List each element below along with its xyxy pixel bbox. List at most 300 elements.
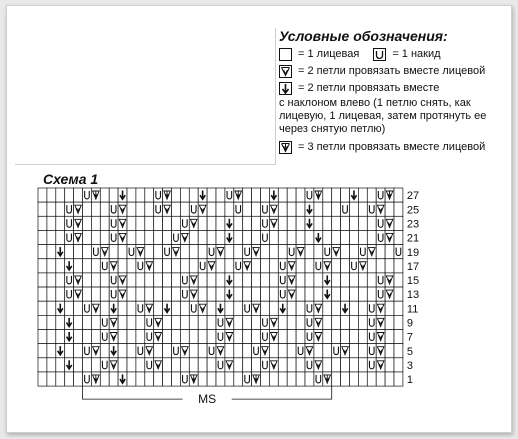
chart-cell [323,330,332,344]
chart-cell [358,358,367,372]
ssk-mark [305,202,314,216]
k2tog-mark [225,315,234,329]
chart-cell [341,245,350,259]
chart-cell [287,216,296,230]
chart-cell [56,330,65,344]
chart-cell [83,202,92,216]
chart-cell [234,315,243,329]
yarn-over-mark [136,344,145,358]
ssk-mark [65,358,74,372]
chart-cell [198,330,207,344]
k2tog-mark [74,216,83,230]
chart-cell [145,216,154,230]
chart-cell [350,315,359,329]
yarn-over-mark [367,344,376,358]
yarn-over-mark [261,315,270,329]
row-number-label: 17 [406,260,420,273]
chart-cell [341,230,350,244]
chart-cell [332,287,341,301]
chart-cell [269,344,278,358]
chart-cell [287,315,296,329]
chart-cell [154,230,163,244]
chart-cell [127,259,136,273]
chart-cell [127,188,136,202]
k2tog-mark [216,344,225,358]
chart-cell [358,330,367,344]
yarn-over-mark [180,372,189,386]
chart-cell [350,358,359,372]
chart-cell [154,301,163,315]
chart-cell [394,259,403,273]
chart-cell [332,330,341,344]
k2tog-mark [243,259,252,273]
chart-cell [91,216,100,230]
chart-cell [198,344,207,358]
k2tog-mark [198,202,207,216]
diagram-title: Схема 1 [43,171,99,187]
chart-cell [180,301,189,315]
chart-cell [207,301,216,315]
yarn-over-mark [163,245,172,259]
yarn-over-mark [189,301,198,315]
k2tog-mark [323,259,332,273]
chart-cell [127,330,136,344]
yarn-over-mark [350,259,359,273]
chart-cell [252,202,261,216]
chart-cell [74,259,83,273]
chart-cell [163,216,172,230]
yarn-over-mark [261,230,270,244]
chart-cell [261,245,270,259]
chart-cell [243,216,252,230]
yarn-over-mark [207,245,216,259]
k2tog-mark [376,330,385,344]
yarn-over-mark [216,330,225,344]
yarn-over-mark [296,344,305,358]
k2tog-mark [189,287,198,301]
chart-cell [234,301,243,315]
chart-cell [261,188,270,202]
k2tog-mark [225,330,234,344]
chart-cell [216,259,225,273]
chart-cell [358,202,367,216]
yarn-over-mark [332,344,341,358]
chart-cell [323,315,332,329]
chart-cell [332,315,341,329]
k2tog-mark [74,202,83,216]
chart-cell [136,330,145,344]
chart-cell [154,273,163,287]
chart-cell [296,358,305,372]
chart-cell [367,259,376,273]
yarn-over-mark [305,188,314,202]
ssk-mark [350,188,359,202]
chart-cell [100,230,109,244]
chart-cell [341,315,350,329]
chart-cell [287,188,296,202]
chart-cell [323,344,332,358]
yarn-over-mark [65,230,74,244]
chart-cell [385,259,394,273]
chart-cell [127,230,136,244]
chart-cell [358,273,367,287]
chart-cell [278,344,287,358]
k2tog-mark [287,259,296,273]
chart-cell [154,372,163,386]
chart-cell [91,330,100,344]
chart-cell [127,372,136,386]
yarn-over-mark [376,216,385,230]
chart-cell [100,287,109,301]
chart-cell [118,259,127,273]
chart-cell [136,287,145,301]
k3tog-mark [163,188,172,202]
yarn-over-mark [136,301,145,315]
chart-cell [91,259,100,273]
chart-cell [269,259,278,273]
k2tog-mark [109,315,118,329]
chart-cell [350,216,359,230]
chart-cell [234,344,243,358]
chart-cell [172,287,181,301]
chart-cell [189,344,198,358]
chart-cell [287,202,296,216]
chart-cell [394,372,403,386]
yarn-over-mark [305,330,314,344]
k3tog-mark [91,188,100,202]
k2tog-mark [109,358,118,372]
yarn-over-mark [367,358,376,372]
chart-cell [47,372,56,386]
row-number-label: 15 [406,275,420,288]
chart-cell [207,372,216,386]
chart-cell [91,315,100,329]
chart-cell [189,259,198,273]
chart-cell [367,188,376,202]
chart-cell [358,287,367,301]
chart-cell [136,202,145,216]
chart-cell [136,230,145,244]
chart-cell [91,230,100,244]
chart-cell [172,216,181,230]
chart-cell [332,259,341,273]
chart-cell [100,301,109,315]
chart-cell [216,287,225,301]
chart-cell [91,202,100,216]
chart-cell [350,330,359,344]
chart-cell [189,358,198,372]
chart-cell [243,202,252,216]
chart-cell [216,188,225,202]
chart-cell [278,358,287,372]
chart-cell [358,344,367,358]
chart-cell [38,301,47,315]
chart-cell [154,344,163,358]
chart-cell [385,372,394,386]
chart-cell [314,273,323,287]
chart-cell [38,216,47,230]
chart-cell [216,202,225,216]
chart-cell [278,202,287,216]
k2tog-mark [109,259,118,273]
chart-cell [47,216,56,230]
chart-cell [358,230,367,244]
chart-cell [56,259,65,273]
k2tog-mark [314,315,323,329]
chart-cell [163,358,172,372]
chart-cell [323,216,332,230]
chart-cell [198,315,207,329]
chart-cell [341,188,350,202]
chart-cell [198,358,207,372]
chart-cell [118,315,127,329]
yarn-over-mark [234,259,243,273]
row-number-label: 1 [406,374,414,387]
chart-cell [38,273,47,287]
k2tog-mark [189,216,198,230]
yarn-over-mark [314,259,323,273]
k2tog-mark [118,273,127,287]
chart-cell [394,230,403,244]
chart-cell [225,202,234,216]
yarn-over-mark [278,287,287,301]
repeat-label: MS [198,392,217,407]
chart-cell [243,315,252,329]
row-number-label: 11 [406,303,419,316]
yarn-over-mark [145,358,154,372]
chart-cell [145,245,154,259]
chart-cell [216,230,225,244]
k2tog-mark [216,245,225,259]
chart-cell [296,330,305,344]
chart-cell [234,216,243,230]
yarn-over-mark [189,202,198,216]
chart-cell [341,259,350,273]
yarn-over-mark [367,315,376,329]
chart-card [6,5,512,433]
yarn-over-mark [261,358,270,372]
chart-cell [243,188,252,202]
chart-cell [38,287,47,301]
chart-cell [163,372,172,386]
chart-cell [314,344,323,358]
chart-cell [127,216,136,230]
yarn-over-mark [278,259,287,273]
chart-cell [216,372,225,386]
ssk-mark [118,372,127,386]
chart-cell [38,372,47,386]
chart-cell [261,301,270,315]
chart-cell [332,230,341,244]
k2tog-mark [252,301,261,315]
yarn-over-mark [305,315,314,329]
yarn-over-mark [252,344,261,358]
ssk-mark [278,301,287,315]
ssk-mark [109,301,118,315]
chart-cell [163,230,172,244]
chart-cell [296,259,305,273]
chart-cell [198,273,207,287]
k3tog-mark [91,372,100,386]
chart-cell [198,230,207,244]
chart-cell [269,372,278,386]
k2tog-mark [172,245,181,259]
chart-cell [56,358,65,372]
chart-cell [332,188,341,202]
legend-k3tog: = 3 петли провязать вместе лицевой [279,141,509,154]
yarn-over-mark [109,230,118,244]
chart-cell [252,216,261,230]
chart-cell [296,273,305,287]
chart-cell [394,216,403,230]
chart-cell [385,344,394,358]
chart-cell [278,245,287,259]
k3tog-mark [314,188,323,202]
chart-cell [83,230,92,244]
chart-cell [207,330,216,344]
k2tog-mark [385,230,394,244]
chart-cell [234,230,243,244]
chart-cell [100,344,109,358]
chart-cell [278,230,287,244]
chart-cell [91,273,100,287]
row-number-label: 5 [406,345,414,358]
chart-cell [243,230,252,244]
chart-cell [341,372,350,386]
chart-cell [154,287,163,301]
chart-cell [189,315,198,329]
yarn-over-mark [243,301,252,315]
chart-cell [252,315,261,329]
chart-cell [358,372,367,386]
chart-cell [358,315,367,329]
chart-cell [394,188,403,202]
k2tog-mark [74,273,83,287]
chart-cell [341,216,350,230]
chart-cell [385,330,394,344]
chart-cell [207,230,216,244]
chart-cell [278,315,287,329]
chart-cell [296,216,305,230]
yarn-over-mark [180,273,189,287]
yarn-over-mark [234,202,243,216]
k2tog-mark [376,301,385,315]
chart-cell [65,188,74,202]
chart-cell [180,245,189,259]
chart-cell [207,202,216,216]
chart-cell [252,358,261,372]
chart-cell [127,315,136,329]
row-number-label: 27 [406,190,420,203]
chart-cell [287,330,296,344]
chart-cell [91,358,100,372]
yarn-over-mark [83,301,92,315]
yarn-over-mark [65,202,74,216]
chart-cell [47,245,56,259]
chart-cell [216,273,225,287]
k2tog-mark [154,330,163,344]
chart-cell [376,245,385,259]
chart-cell [136,372,145,386]
chart-cell [100,372,109,386]
yarn-over-mark [207,344,216,358]
chart-cell [47,301,56,315]
chart-cell [38,202,47,216]
chart-cell [180,358,189,372]
k2tog-mark [189,273,198,287]
chart-cell [376,259,385,273]
chart-cell [350,245,359,259]
ssk-mark [65,259,74,273]
ssk-mark [56,344,65,358]
chart-cell [47,273,56,287]
yarn-over-mark [65,273,74,287]
chart-cell [56,216,65,230]
chart-cell [278,188,287,202]
chart-cell [38,330,47,344]
k2tog-mark [109,330,118,344]
chart-cell [145,372,154,386]
k2tog-mark [376,358,385,372]
chart-cell [83,358,92,372]
yarn-over-mark [100,358,109,372]
chart-cell [207,358,216,372]
chart-cell [74,315,83,329]
ssk-mark [56,301,65,315]
chart-cell [323,202,332,216]
chart-cell [180,202,189,216]
yarn-over-mark [172,230,181,244]
row-number-label: 25 [406,204,420,217]
k3tog-mark [252,372,261,386]
k2tog-mark [154,315,163,329]
k2tog-mark [269,330,278,344]
k2tog-mark [332,245,341,259]
chart-cell [296,188,305,202]
yarn-over-mark [91,245,100,259]
chart-cell [278,216,287,230]
chart-cell [198,372,207,386]
yarn-over-mark [305,358,314,372]
chart-cell [172,273,181,287]
chart-cell [118,301,127,315]
chart-cell [350,287,359,301]
chart-cell [350,273,359,287]
chart-cell [83,315,92,329]
yarn-over-mark [154,188,163,202]
chart-cell [118,330,127,344]
yarn-over-mark [216,358,225,372]
chart-cell [163,273,172,287]
yarn-over-mark [278,273,287,287]
chart-cell [234,330,243,344]
chart-cell [38,188,47,202]
chart-cell [189,230,198,244]
chart-cell [83,216,92,230]
chart-cell [207,216,216,230]
chart-cell [180,259,189,273]
yarn-over-mark [65,287,74,301]
chart-cell [323,188,332,202]
chart-cell [145,287,154,301]
k2tog-mark [91,301,100,315]
yarn-over-mark [323,245,332,259]
ssk-mark [225,273,234,287]
chart-cell [252,188,261,202]
chart-cell [243,330,252,344]
chart-cell [56,287,65,301]
chart-cell [261,273,270,287]
